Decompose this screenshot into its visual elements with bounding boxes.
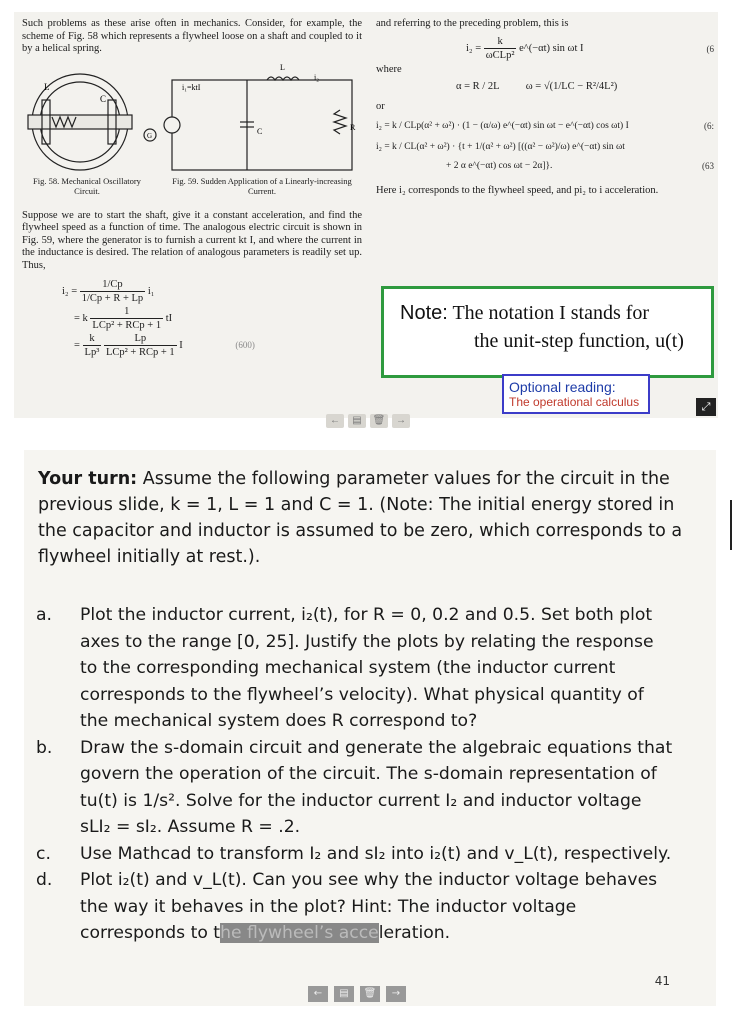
second-paragraph: Suppose we are to start the shaft, give it a constant acceleration, and find the flywheel speed as a function of time. The analogous electric circuit is shown in Fig. 59, where the generator is to furnish a current kt I, and where the current in the inductance is desired. The relation of analogous parameters is readily set up. Thus, <box>22 209 362 271</box>
optional-link[interactable]: The operational calculus <box>509 395 640 409</box>
trash-icon-bottom[interactable]: 🗑 <box>360 986 380 1002</box>
notes-icon[interactable]: ▤ <box>348 414 366 428</box>
eq-c-number: (600) <box>235 339 255 350</box>
label-i2: i₂ <box>314 72 320 82</box>
alpha-def: α = R / 2L <box>456 81 500 92</box>
where-label: where <box>376 63 402 75</box>
task-a <box>36 602 676 735</box>
label-L: L <box>44 81 50 92</box>
eq-a-rhs: i₁ <box>147 285 155 297</box>
prev-slide-icon[interactable]: ← <box>326 414 344 428</box>
omega-def: ω = √(1/LC − R²/4L²) <box>525 81 618 92</box>
task-d-text-pre: Plot i₂(t) and v_L(t). Can you see why the inductor voltage behaves the way it behaves in the plot? Hint: The inductor voltage corresponds to t <box>80 870 658 943</box>
label-R: R <box>350 122 356 132</box>
page-number: 41 <box>654 974 670 988</box>
eq-a-num: 1/Cp <box>80 278 145 292</box>
task-a-label: a. <box>36 605 52 625</box>
equation-3b <box>376 160 716 173</box>
task-b-label: b. <box>36 737 53 758</box>
eq-b-num: 1 <box>90 305 163 319</box>
eq1-lhs: i₂ = <box>466 42 482 54</box>
eq-b-den: LCp² + RCp + 1 <box>92 320 162 331</box>
eq1-rhs: e^(−αt) sin ωt I <box>519 42 584 54</box>
label-kt: i₁=ktI <box>182 82 201 92</box>
note-line-1 <box>400 299 703 327</box>
equation-b <box>22 305 362 332</box>
figures <box>22 60 362 210</box>
right-intro: and referring to the preceding problem, this is <box>376 18 569 29</box>
label-L2: L <box>280 62 285 72</box>
top-slide <box>14 12 718 426</box>
here-paragraph: Here i₂ corresponds to the flywheel speed, and pi₂ to i acceleration. <box>376 184 659 196</box>
equation-c <box>22 332 362 359</box>
eq-c-num2: Lp <box>104 332 177 346</box>
your-turn-text: Assume the following parameter values for the circuit in the previous slide, k = 1, L = 1 and C = 1. (Note: The initial energy stored in the capacitor and inductor is assumed to be zero, which corresponds to a flywheel initially at rest.). <box>38 469 683 567</box>
note-box <box>381 286 714 378</box>
eq1-den: ωCLp² <box>485 49 515 61</box>
label-G: G <box>147 131 153 140</box>
eq1-num: k <box>484 35 517 49</box>
eq-c-post: I <box>179 339 183 351</box>
your-turn-label: Your turn: <box>38 469 138 489</box>
equation-2 <box>376 120 716 133</box>
eq-a-lhs: i₂ = <box>62 285 78 297</box>
eq-c-den1: Lp³ <box>84 347 100 358</box>
optional-title: Optional reading: <box>509 379 616 395</box>
fig58-caption: Fig. 58. Mechanical Oscillatory Circuit. <box>33 175 141 196</box>
eq3-number: (63 <box>702 160 714 171</box>
eq3b-text: + 2 α e^(−αt) cos ωt − 2α]}. <box>446 160 553 171</box>
eq-b-post: tI <box>165 312 173 324</box>
task-a-text: Plot the inductor current, i₂(t), for R = 0, 0.2 and 0.5. Set both plot axes to the range [0, 25]. Justify the plots by relating the response to the corresponding mechanical system (the inductor current corresponds to the flywheel’s velocity). What physical quantity of the mechanical system does R correspond to? <box>80 605 654 731</box>
optional-reading-box[interactable] <box>502 374 650 414</box>
task-c <box>36 841 676 868</box>
equation-3 <box>376 141 716 154</box>
note-label: Note: <box>400 302 448 324</box>
next-slide-icon[interactable]: → <box>392 414 410 428</box>
label-C2: C <box>257 126 263 136</box>
right-column <box>376 18 716 197</box>
or-label: or <box>376 101 385 112</box>
next-slide-icon-bottom[interactable]: → <box>386 986 406 1002</box>
expand-icon[interactable]: ⤢ <box>696 398 716 416</box>
left-column <box>22 18 362 359</box>
eq2-text: i₂ = k / CLp(α² + ω²) · (1 − (α/ω) e^(−αt) sin ωt − e^(−αt) cos ωt) I <box>376 120 629 131</box>
equation-1 <box>376 35 716 62</box>
eq-c-num1: k <box>83 332 102 346</box>
trash-icon[interactable]: 🗑 <box>370 414 388 428</box>
bottom-slide <box>24 450 716 1006</box>
note-text-2: the unit-step function, u(t) <box>474 330 684 352</box>
eq-b-pre: = k <box>74 312 88 324</box>
eq1-number: (6 <box>706 43 714 54</box>
alpha-omega-defs <box>376 80 716 93</box>
prev-slide-icon-bottom[interactable]: ← <box>308 986 328 1002</box>
task-d-text-post: leration. <box>378 923 451 943</box>
equation-a <box>22 278 362 305</box>
label-C: C <box>100 93 107 104</box>
eq3-text: i₂ = k / CL(α² + ω²) · {t + 1/(α² + ω²) [((α² − ω²)/ω) e^(−αt) sin ωt <box>376 141 625 152</box>
eq2-number: (6: <box>704 120 714 131</box>
circuit-figures <box>22 60 362 175</box>
eq-a-den: 1/Cp + R + Lp <box>81 293 144 304</box>
task-d-label: d. <box>36 870 53 890</box>
note-text-1: The notation I stands for <box>452 302 650 324</box>
task-c-label: c. <box>36 843 51 864</box>
top-slide-controls <box>326 414 410 430</box>
task-b <box>36 735 676 841</box>
eq-c-pre: = <box>74 339 80 351</box>
notes-icon-bottom[interactable]: ▤ <box>334 986 354 1002</box>
fig59-caption: Fig. 59. Sudden Application of a Linearly-increasing Current. <box>172 175 352 196</box>
eq-c-den2: LCp² + RCp + 1 <box>105 347 175 358</box>
task-list <box>36 602 676 947</box>
your-turn-paragraph <box>38 466 698 570</box>
task-c-text: Use Mathcad to transform I₂ and sI₂ into i₂(t) and v_L(t), respectively. <box>80 843 672 864</box>
task-d-text-highlight: he flywheel’s acce <box>220 923 379 943</box>
bottom-slide-controls <box>308 986 406 1002</box>
intro-paragraph: Such problems as these arise often in mechanics. Consider, for example, the scheme of Fig. 58 which represents a flywheel loose on a shaft and coupled to it by a helical spring. <box>22 18 362 54</box>
task-d <box>36 867 676 947</box>
task-b-text: Draw the s-domain circuit and generate the algebraic equations that govern the operation of the circuit. The s-domain representation of tu(t) is 1/s². Solve for the inductor current I₂ and inductor voltage sLI₂ = sI₂. Assume R = .2. <box>80 737 673 837</box>
